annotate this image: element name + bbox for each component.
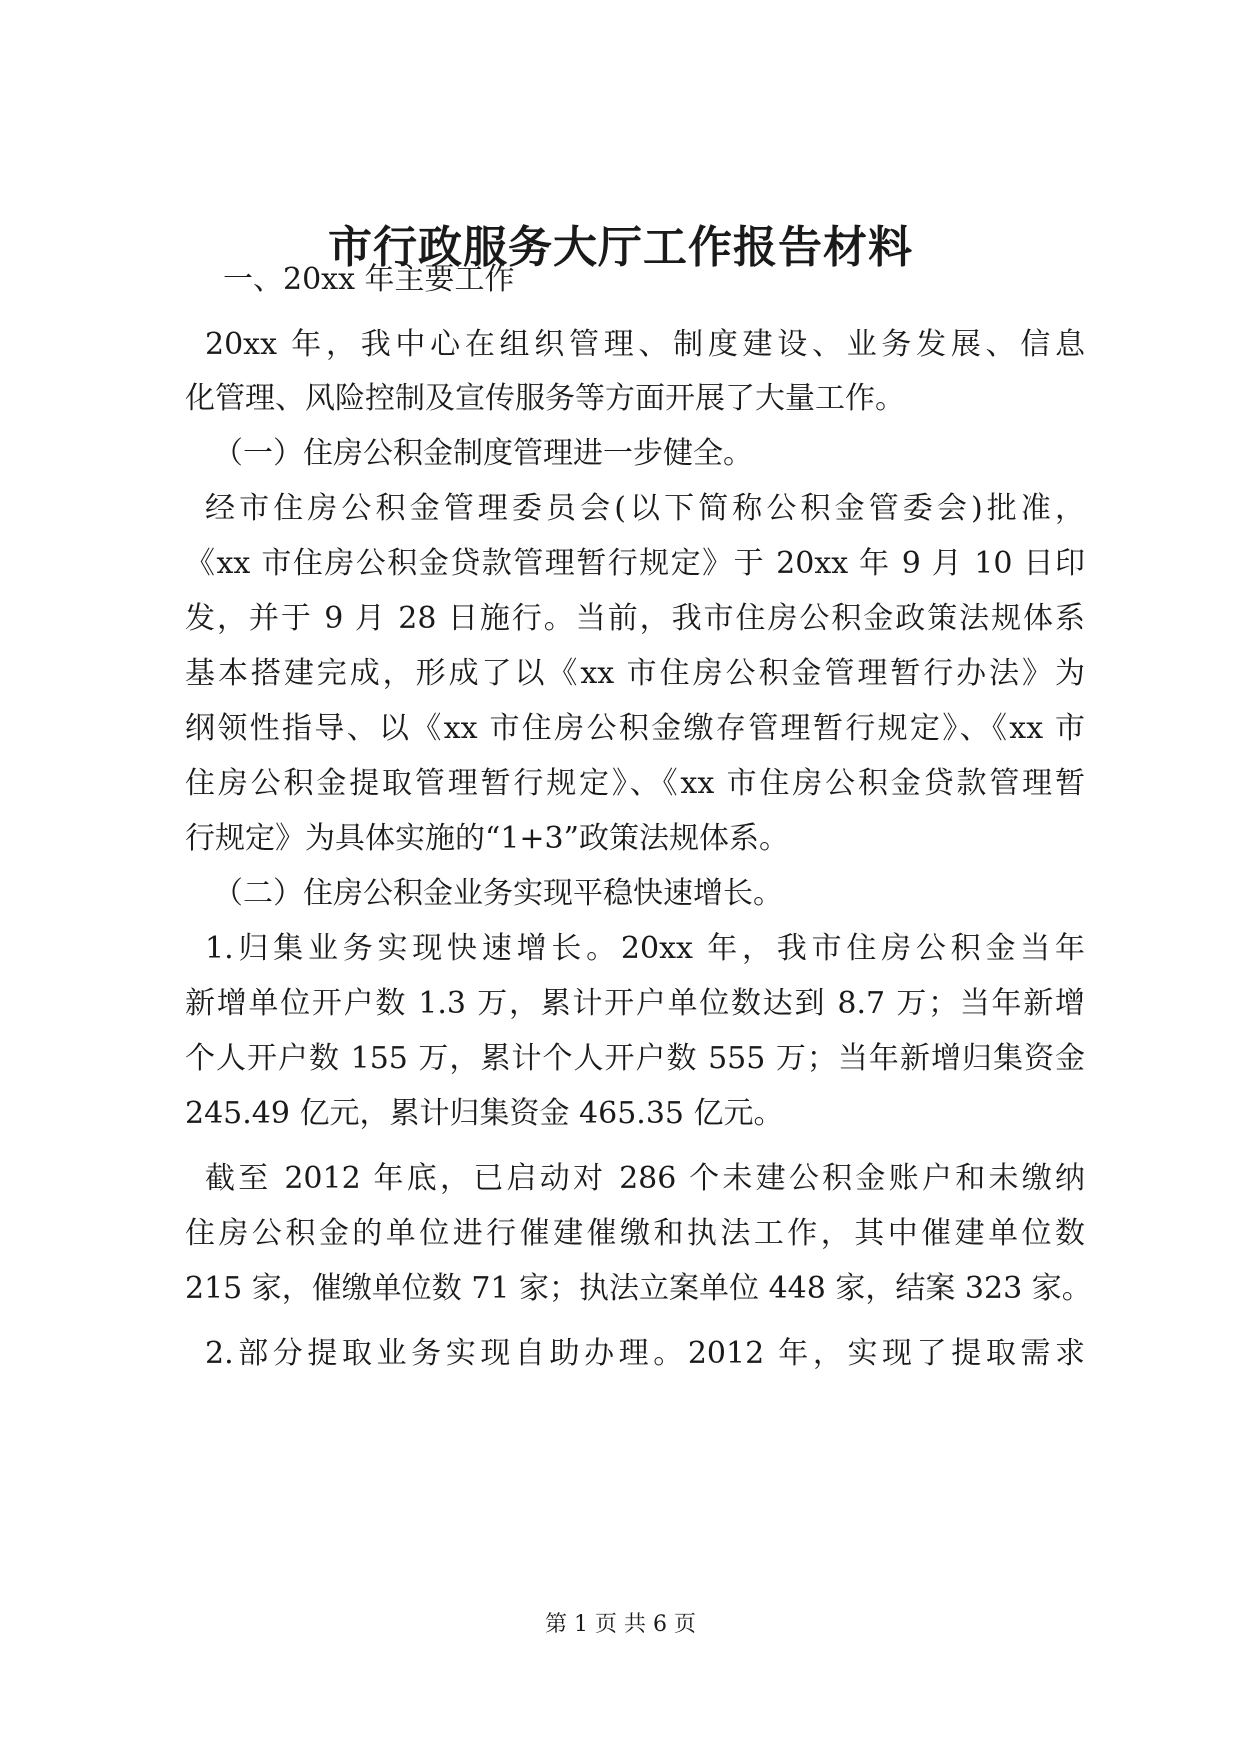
paragraph-line: 化管理、风险控制及宣传服务等方面开展了大量工作。	[185, 381, 905, 416]
section-heading: 一、20xx 年主要工作	[223, 262, 515, 297]
paragraph-line: 住房公积金的单位进行催建催缴和执法工作，其中催建单位数	[185, 1216, 1085, 1251]
paragraph-line: 个人开户数 155 万，累计个人开户数 555 万；当年新增归集资金	[185, 1041, 1085, 1076]
paragraph-line: 《xx 市住房公积金贷款管理暂行规定》于 20xx 年 9 月 10 日印	[185, 546, 1085, 581]
paragraph-line: 1.归集业务实现快速增长。20xx 年，我市住房公积金当年	[205, 931, 1085, 966]
paragraph-line: 245.49 亿元，累计归集资金 465.35 亿元。	[185, 1096, 784, 1131]
paragraph-line: 215 家，催缴单位数 71 家；执法立案单位 448 家，结案 323 家。	[185, 1271, 1092, 1306]
paragraph-line: 纲领性指导、以《xx 市住房公积金缴存管理暂行规定》、《xx 市	[185, 711, 1085, 746]
paragraph-line: 基本搭建完成，形成了以《xx 市住房公积金管理暂行办法》为	[185, 656, 1085, 691]
paragraph-line: 新增单位开户数 1.3 万，累计开户单位数达到 8.7 万；当年新增	[185, 986, 1085, 1021]
paragraph-line: 截至 2012 年底，已启动对 286 个未建公积金账户和未缴纳	[205, 1161, 1085, 1196]
paragraph-line: 20xx 年，我中心在组织管理、制度建设、业务发展、信息	[205, 327, 1085, 362]
document-title: 市行政服务大厅工作报告材料	[328, 222, 913, 273]
subsection-heading: （二）住房公积金业务实现平稳快速增长。	[213, 876, 783, 911]
page-number: 第 1 页 共 6 页	[545, 1612, 696, 1637]
paragraph-line: 行规定》为具体实施的“1+3”政策法规体系。	[185, 821, 789, 856]
subsection-heading: （一）住房公积金制度管理进一步健全。	[213, 436, 753, 471]
paragraph-line: 住房公积金提取管理暂行规定》、《xx 市住房公积金贷款管理暂	[185, 766, 1085, 801]
paragraph-line: 2.部分提取业务实现自助办理。2012 年，实现了提取需求	[205, 1336, 1085, 1371]
paragraph-line: 发，并于 9 月 28 日施行。当前，我市住房公积金政策法规体系	[185, 601, 1085, 636]
paragraph-line: 经市住房公积金管理委员会(以下简称公积金管委会)批准，	[205, 491, 1085, 526]
